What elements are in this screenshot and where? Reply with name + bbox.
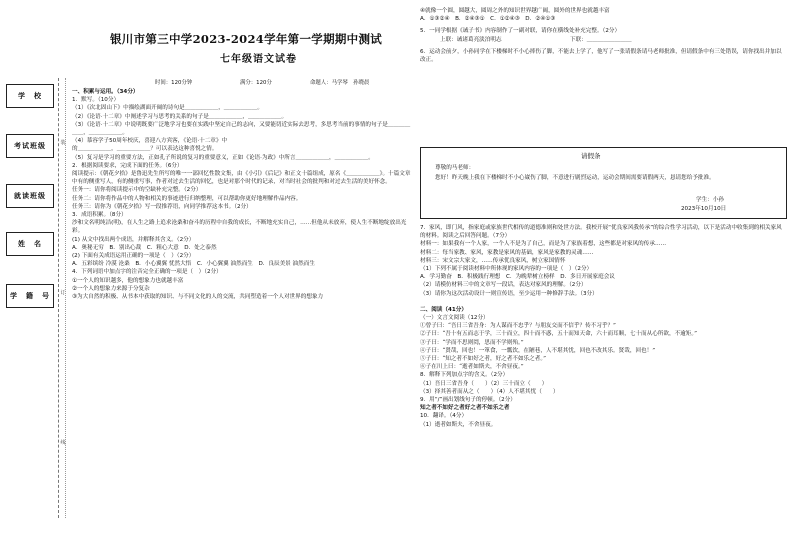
seal-char: 装 — [60, 140, 66, 146]
question-7: 7．家风，即门风，指家庭或家族世代相传的道德准则和处世方法。我校开展“优良家风我传承”的综合性学习活动，以下是活动中收集到的相关家风的材料。阅读之后回答问题。（7分） — [420, 225, 782, 240]
exam-subtitle: 七年级语文试卷 — [220, 54, 297, 65]
list-item: ③为大自然的积极、从书本中获取的知识、与不同文化的人的交流，共同塑造着一个人对世界的想象力 — [72, 294, 324, 301]
exam-title: 银川市第三中学2023-2024学年第一学期期中测试 — [110, 32, 383, 46]
list-item: ④就像一个圆，圆越大，圆周之外的知识世界越广阔，圆外的世界也就越丰富 — [420, 8, 610, 14]
analects-5: ⑤子曰：“知之者不如好之者，好之者不如乐之者。” — [420, 356, 546, 363]
material-3: 材料三：宋文宗大家文，……传承优良家风，树立家国情怀 — [420, 257, 566, 264]
sub-question: (1) 从文中找出两个成语，并解释其含义。（2分） — [72, 236, 195, 243]
question-line: （5）复习是学习的重要方法，正如孔子所说的复习的重要意义，正如《论语·为政》中所言＿＿＿＿＿＿，＿＿＿＿＿＿。 — [72, 154, 374, 161]
question-1: 1．默写。（10分） — [72, 97, 120, 104]
seal-char: 订 — [60, 290, 66, 296]
options: A．奥秘无穷 B．别出心裁 C．粗心大意 D．处之泰然 — [72, 244, 217, 251]
leave-note — [420, 147, 787, 219]
question-line: 的＿＿＿＿＿＿，＿＿＿＿＿＿？可以表达这种喜悦之情。 — [72, 146, 218, 153]
exam-score: 满分：120分 — [240, 80, 272, 86]
pause-sentence: 知之者不如好之者好之者不如乐之者 — [420, 405, 510, 412]
question-5: 5．一同学根据《诫子书》内容制作了一副对联，请你在横线处补充完整。（2分） — [420, 28, 621, 35]
reading-prompt: 阅读提示：《朝花夕拾》是鲁迅先生所写的唯一一部回忆性散文集，由《小引》《后记》和正文十篇组成，原名《＿＿＿＿＿＿》。十篇文章中有的侧重写人，有的侧重写事，作者对过去生活的回忆，也是对那个时代的记录，对当时社会的批判和对过去生活的美好怀念。 — [72, 171, 411, 186]
sub-question: （2）请模仿材料三中的文章写一段话，表达对家风的理解。（2分） — [420, 282, 587, 289]
note-title: 请假条 — [581, 152, 601, 160]
question-line: （1）《次北固山下》中描绘湖面开阔的诗句是＿＿＿＿＿＿，＿＿＿＿＿＿。 — [72, 105, 263, 112]
blank-row: （1）吾日三省吾身（ ）（2）三十而立（ ） — [420, 380, 548, 387]
student-info-sidebar — [6, 84, 58, 524]
question-6: 6．运动会前夕，小孙同学在下楼梯时不小心摔伤了脚，不能去上学了，他写了一张请假条请马老师批准，但请假条中有三处错误，请你找出并加以改正。 — [420, 49, 782, 64]
note-greeting: 尊敬的马老师： — [435, 165, 475, 171]
section-heading: 二、阅读（41分） — [420, 306, 467, 313]
sub-question: (2) 下面有关成语运用正确的一项是（ ）（2分） — [72, 253, 195, 260]
translate-item: （1）逝者如斯夫，不舍昼夜。 — [420, 421, 497, 428]
task-2: 任务二：请你将作品中的人物和相关的事迹进行归纳整理，可以帮助你更好地理解作品内容。 — [72, 195, 302, 202]
question-9: 9．用“/”画出划线句子的停顿。（2分） — [420, 397, 516, 404]
analects-3: ③子曰：“学而不思则罔，思而不学则殆。” — [420, 339, 524, 346]
right-column-top — [420, 7, 786, 64]
binding-line — [58, 78, 59, 518]
options: A．①③②④ B．②④③① C．①②④③ D．②④①③ — [420, 16, 556, 23]
options: A．学习勤奋 B．积极践行理想 C．为晚辈树立榜样 D．多日开展家庭会议 — [420, 274, 615, 281]
note-signature: 学生：小孙 — [696, 197, 724, 203]
passage: 沙和文名明纯洁(明)，在人生之路上追求沧桑和奋斗的历程中自我的成长，不断地充实自己，……但他从未放弃，使人生不断地绽放出光彩。 — [72, 220, 407, 235]
exam-setter: 命题人：马学琴 孙晓晨 — [310, 80, 370, 86]
question-8: 8．解释下列加点字的含义。（2分） — [420, 372, 509, 379]
right-column-bottom — [420, 224, 786, 429]
blank-row: （3）择其善者而从之（ ）（4）人不堪其忧（ ） — [420, 388, 559, 395]
options: A．五彩缤纷 冷漠 沧桑 B．小心翼翼 忧然大悟 C．小心翼翼 油然而生 D．良辰美景 油然而生 — [72, 261, 315, 268]
material-2: 材料二：每当家教、家风，家教是家风的基础，家风是家教的灵魂…… — [420, 249, 594, 256]
material-1: 材料一：如果我有一个人家，一个人不是为了自己，而是为了家族着想，这些都是对家风的传承…… — [420, 241, 667, 248]
sub-question: （1）下列不属于阅读材料中所体现的家风内容的一项是（ ）（2分） — [420, 266, 593, 273]
note-body: 您好！昨天晚上我在下楼梯时不小心崴伤了脚，不意进行剧烈运动，运动会期间需要请假两天，恳请您给予批准。 — [435, 175, 715, 181]
question-line: （4）慕容学子50周年校庆，喜迎八方宾客，《论语·十二章》中 — [72, 138, 228, 145]
analects-1: ①曾子曰：“吾日三省吾身：为人谋而不忠乎？与朋友交而不信乎？传不习乎？” — [420, 323, 616, 330]
question-4: 4．下列词语中加点字的注音完全正确的一项是（ ）（2分） — [72, 269, 222, 276]
section-heading: 一、积累与运用。（34分） — [72, 89, 139, 95]
name-field[interactable]: 姓 名 — [6, 232, 54, 256]
exam-time: 时间：120分钟 — [155, 80, 193, 86]
analects-2: ②子曰：“吾十有五而志于学，三十而立，四十而不惑，五十而知天命，六十而耳顺，七十而从心所欲，不逾矩。” — [420, 331, 698, 338]
couplet-upper: 上联：诫诸葛亮淡泊明志 — [440, 36, 502, 43]
analects-6: ⑥子在川上曰：“逝者如斯夫，不舍昼夜。” — [420, 364, 524, 371]
study-class-field[interactable]: 就读班级 — [6, 184, 54, 208]
school-field[interactable]: 学 校 — [6, 84, 54, 108]
left-column — [72, 88, 412, 301]
list-item: ①一个人的知识越多，他的想象力也就越丰富 — [72, 277, 184, 284]
couplet-lower: 下联：＿＿＿＿＿＿＿＿ — [570, 36, 632, 43]
question-line: （3）《论语·十二章》中说明既要广泛地学习也要在实践中坚定自己的志向，又要能切近实际去思考，多思考当前的事情的句子是＿＿＿＿＿＿，＿＿＿＿＿＿。 — [72, 121, 411, 137]
sub-question: （3）请你为这次活动设计一则宣传语，至少运用一种修辞手法。（3分） — [420, 290, 598, 297]
student-id-field[interactable]: 学 籍 号 — [6, 284, 54, 308]
note-date: 2023年10月10日 — [681, 206, 727, 212]
task-3: 任务三：请你为《朝花夕拾》写一段推荐语，向同学推荐这本书。（2分） — [72, 203, 252, 210]
seal-char: 线 — [60, 440, 66, 446]
sub-section-heading: （一）文言文阅读（12分） — [420, 315, 489, 322]
question-line: （2）《论语·十二章》中阐述学习与思考的关系的句子是＿＿＿＿＿＿，＿＿＿＿＿＿。 — [72, 113, 288, 120]
exam-class-field[interactable]: 考试班级 — [6, 134, 54, 158]
question-3: 3．成语积累。（8分） — [72, 212, 127, 219]
task-1: 任务一：请你将阅读提示中的空缺补充完整。（2分） — [72, 187, 202, 194]
list-item: ②一个人的想象力来源于分复杂 — [72, 285, 150, 292]
question-10: 10．翻译。（4分） — [420, 413, 468, 420]
analects-4: ④子曰：“贤哉，回也！一箪食，一瓢饮，在陋巷，人不堪其忧，回也不改其乐。贤哉，回也！” — [420, 347, 656, 354]
question-2: 2．根据阅读要求，完成下面的任务。（6分） — [72, 162, 183, 169]
